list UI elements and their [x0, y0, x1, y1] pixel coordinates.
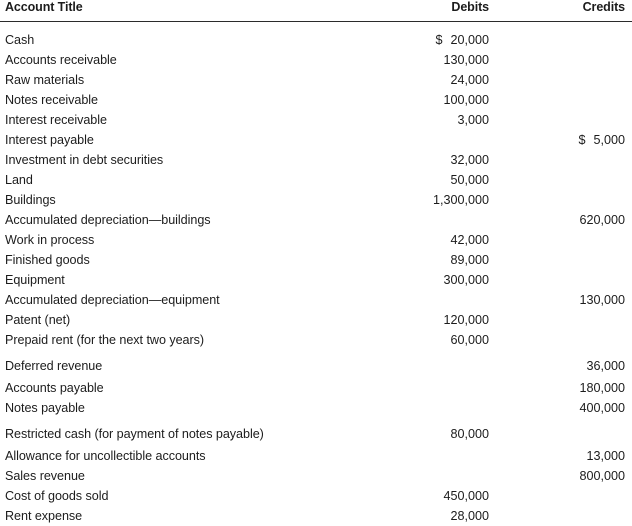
debit-amount-cell [380, 310, 490, 330]
table-row [0, 486, 632, 506]
column-gap-cell [490, 486, 545, 506]
account-title-cell: Accumulated depreciation—equipment [0, 290, 380, 310]
debit-amount-cell [380, 170, 490, 190]
table-row [0, 506, 632, 526]
column-gap-cell [490, 378, 545, 398]
header-spacer-cell [490, 0, 545, 22]
column-header-debits: Debits [380, 0, 490, 22]
debit-amount-cell [380, 190, 490, 210]
debit-amount-cell [380, 418, 490, 446]
credit-amount-cell [545, 50, 632, 70]
debit-amount-cell [380, 150, 490, 170]
amount-value: 89,000 [450, 250, 489, 270]
account-title-cell: Deferred revenue [0, 350, 380, 378]
account-title-cell: Buildings [0, 190, 380, 210]
column-gap-cell [490, 170, 545, 190]
amount-value: 50,000 [450, 170, 489, 190]
amount-value: 620,000 [579, 210, 625, 230]
column-gap-cell [490, 330, 545, 350]
amount-value: 80,000 [450, 424, 489, 444]
credit-amount-cell [545, 486, 632, 506]
amount-value: 60,000 [450, 330, 489, 350]
table-row [0, 418, 632, 446]
credit-amount-cell [545, 150, 632, 170]
account-title-cell: Sales revenue [0, 466, 380, 486]
credit-amount-cell [545, 398, 632, 418]
column-gap-cell [490, 466, 545, 486]
debit-amount-cell [380, 270, 490, 290]
column-gap-cell [490, 30, 545, 50]
table-row [0, 110, 632, 130]
credit-amount-cell [545, 230, 632, 250]
debit-amount-cell [380, 378, 490, 398]
account-title-cell: Restricted cash (for payment of notes payable) [0, 418, 380, 446]
debit-amount-cell [380, 210, 490, 230]
table-row [0, 30, 632, 50]
credit-amount-cell [545, 210, 632, 230]
account-title-cell: Work in process [0, 230, 380, 250]
debit-amount-cell [380, 506, 490, 526]
table-row [0, 310, 632, 330]
credit-amount-cell [545, 418, 632, 446]
debit-amount-cell [380, 70, 490, 90]
account-title-cell: Notes payable [0, 398, 380, 418]
table-row [0, 378, 632, 398]
credit-amount-cell [545, 506, 632, 526]
column-gap-cell [490, 250, 545, 270]
table-header [0, 0, 632, 22]
column-header-credits: Credits [545, 0, 632, 22]
debit-amount-cell [380, 90, 490, 110]
account-title-cell: Interest receivable [0, 110, 380, 130]
column-gap-cell [490, 50, 545, 70]
header-rule-spacer [0, 22, 632, 31]
column-gap-cell [490, 398, 545, 418]
credit-amount-cell [545, 130, 632, 150]
amount-value: 120,000 [443, 310, 489, 330]
table-row [0, 70, 632, 90]
amount-value: 130,000 [579, 290, 625, 310]
account-title-cell: Rent expense [0, 506, 380, 526]
amount-value: 450,000 [443, 486, 489, 506]
amount-value: $ 20,000 [450, 30, 489, 50]
account-title-cell: Allowance for uncollectible accounts [0, 446, 380, 466]
column-gap-cell [490, 130, 545, 150]
column-gap-cell [490, 190, 545, 210]
table-row [0, 350, 632, 378]
column-gap-cell [490, 310, 545, 330]
account-title-cell: Accounts payable [0, 378, 380, 398]
account-title-cell: Accumulated depreciation—buildings [0, 210, 380, 230]
amount-value: 100,000 [443, 90, 489, 110]
column-gap-cell [490, 418, 545, 446]
spacer-cell [0, 22, 632, 31]
table-row [0, 446, 632, 466]
amount-value: $ 5,000 [593, 130, 625, 150]
credit-amount-cell [545, 70, 632, 90]
debit-amount-cell [380, 290, 490, 310]
account-title-cell: Accounts receivable [0, 50, 380, 70]
credit-amount-cell [545, 310, 632, 330]
credit-amount-cell [545, 250, 632, 270]
account-title-cell: Equipment [0, 270, 380, 290]
credit-amount-cell [545, 90, 632, 110]
amount-value: 3,000 [457, 110, 489, 130]
account-title-cell: Cash [0, 30, 380, 50]
amount-value: 24,000 [450, 70, 489, 90]
table-row [0, 130, 632, 150]
amount-value: 180,000 [579, 378, 625, 398]
amount-value: 42,000 [450, 230, 489, 250]
credit-amount-cell [545, 466, 632, 486]
credit-amount-cell [545, 446, 632, 466]
table-row [0, 50, 632, 70]
account-title-cell: Finished goods [0, 250, 380, 270]
amount-value: 1,300,000 [433, 190, 489, 210]
table-row [0, 330, 632, 350]
credit-amount-cell [545, 170, 632, 190]
account-title-cell: Notes receivable [0, 90, 380, 110]
table-row [0, 170, 632, 190]
debit-amount-cell [380, 130, 490, 150]
amount-value: 32,000 [450, 150, 489, 170]
amount-value: 300,000 [443, 270, 489, 290]
column-gap-cell [490, 210, 545, 230]
account-title-cell: Prepaid rent (for the next two years) [0, 330, 380, 350]
account-title-cell: Patent (net) [0, 310, 380, 330]
column-gap-cell [490, 110, 545, 130]
account-title-cell: Raw materials [0, 70, 380, 90]
table-row [0, 90, 632, 110]
column-gap-cell [490, 270, 545, 290]
column-gap-cell [490, 230, 545, 250]
amount-value: 28,000 [450, 506, 489, 526]
credit-amount-cell [545, 330, 632, 350]
table-row [0, 230, 632, 250]
debit-amount-cell [380, 446, 490, 466]
debit-amount-cell [380, 486, 490, 506]
debit-amount-cell [380, 350, 490, 378]
debit-amount-cell [380, 330, 490, 350]
account-title-cell: Land [0, 170, 380, 190]
debit-amount-cell [380, 466, 490, 486]
credit-amount-cell [545, 110, 632, 130]
credit-amount-cell [545, 30, 632, 50]
table-row [0, 250, 632, 270]
table-row [0, 210, 632, 230]
amount-value: 13,000 [586, 446, 625, 466]
table-row [0, 466, 632, 486]
currency-symbol: $ [578, 130, 585, 150]
column-gap-cell [490, 506, 545, 526]
amount-value: 130,000 [443, 50, 489, 70]
debit-amount-cell [380, 50, 490, 70]
column-gap-cell [490, 290, 545, 310]
credit-amount-cell [545, 350, 632, 378]
amount-value: 400,000 [579, 398, 625, 418]
column-gap-cell [490, 150, 545, 170]
amount-value: 800,000 [579, 466, 625, 486]
column-gap-cell [490, 350, 545, 378]
credit-amount-cell [545, 270, 632, 290]
column-gap-cell [490, 70, 545, 90]
account-title-cell: Cost of goods sold [0, 486, 380, 506]
header-row [0, 0, 632, 22]
credit-amount-cell [545, 378, 632, 398]
table-row [0, 190, 632, 210]
debit-amount-cell [380, 110, 490, 130]
column-header-account-title: Account Title [0, 0, 380, 22]
credit-amount-cell [545, 290, 632, 310]
table-row [0, 290, 632, 310]
amount-value: 36,000 [586, 356, 625, 376]
table-body [0, 22, 632, 526]
table-row [0, 270, 632, 290]
debit-amount-cell [380, 398, 490, 418]
table-row [0, 398, 632, 418]
column-gap-cell [490, 90, 545, 110]
debit-amount-cell [380, 230, 490, 250]
column-gap-cell [490, 446, 545, 466]
credit-amount-cell [545, 190, 632, 210]
debit-amount-cell [380, 250, 490, 270]
debit-amount-cell [380, 30, 490, 50]
table-row [0, 150, 632, 170]
account-title-cell: Investment in debt securities [0, 150, 380, 170]
account-title-cell: Interest payable [0, 130, 380, 150]
currency-symbol: $ [435, 30, 442, 50]
